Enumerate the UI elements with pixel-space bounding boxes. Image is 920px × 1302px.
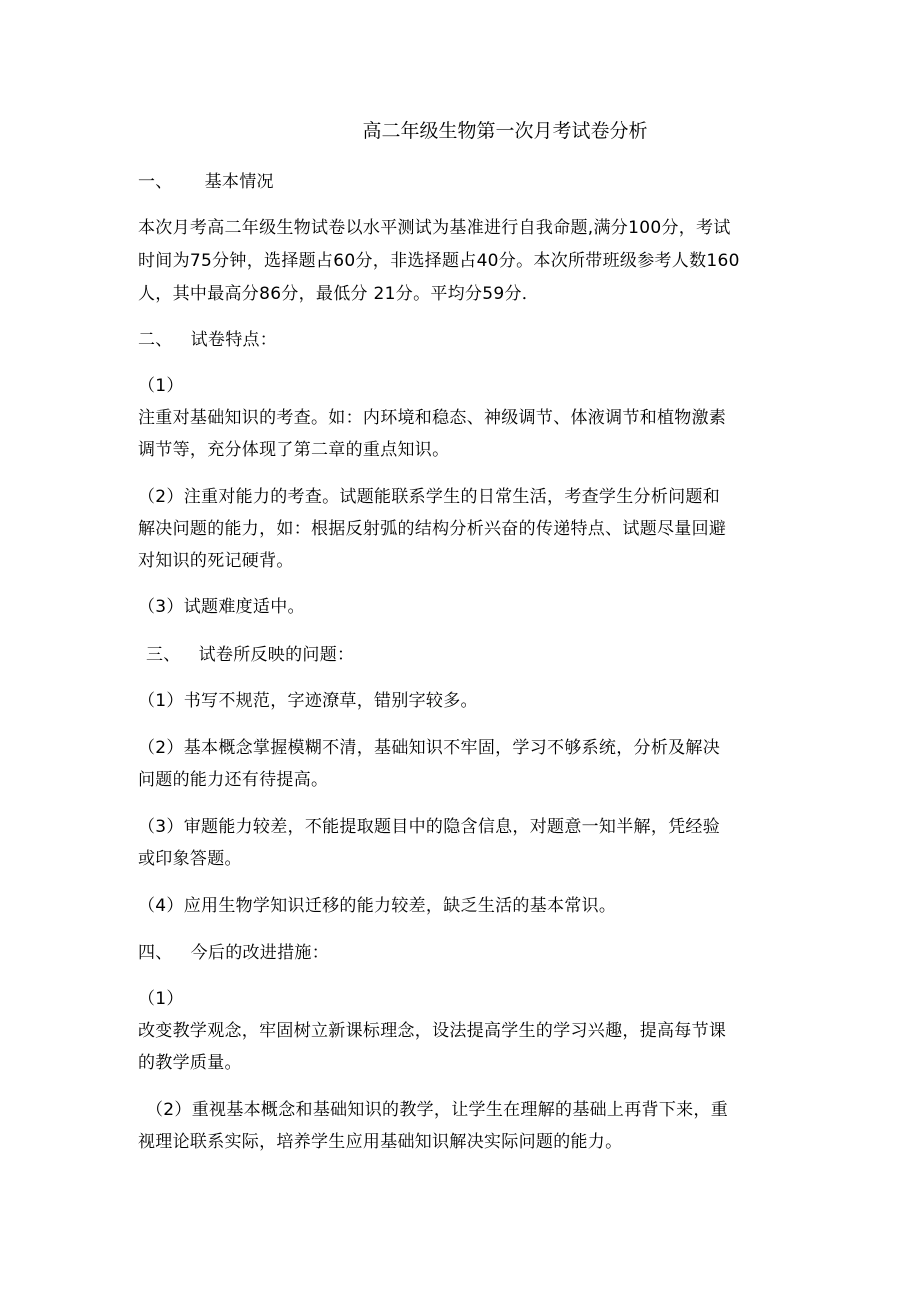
section-2-item-3-text: 试题难度适中。 [183,597,305,617]
section-4-item-1-number: （1） [138,989,184,1009]
section-4-item-2-line-2: 视理论联系实际，培养学生应用基础知识解决实际问题的能力。 [138,1132,623,1152]
section-3-item-3-text-1: 审题能力较差，不能提取题目中的隐含信息，对题意一知半解，凭经验 [183,817,721,837]
section-3-item-1-text: 书写不规范，字迹潦草，错别字较多。 [183,691,478,711]
section-2-item-2-line-3: 对知识的死记硬背。 [138,551,294,571]
section-2-item-1-number: （1） [138,376,184,396]
section-4-item-2-number: （2） [146,1100,192,1120]
section-1-line-2: 时间为75分钟，选择题占60分，非选择题占40分。本次所带班级参考人数160 [138,251,740,271]
section-2-item-2-line-2: 解决问题的能力，如：根据反射弧的结构分析兴奋的传递特点、试题尽量回避 [138,519,727,539]
section-3-item-2-line-2: 问题的能力还有待提高。 [138,770,329,790]
section-2-heading-line [138,328,277,352]
section-4-item-1-line-2: 的教学质量。 [138,1053,242,1073]
section-4-heading-line [138,941,329,965]
section-1-line-1: 本次月考高二年级生物试卷以水平测试为基准进行自我命题,满分100分，考试 [138,218,731,238]
section-1-line-3: 人，其中最高分86分，最低分 21分。平均分59分． [138,284,540,304]
section-2-item-3-line [138,595,305,619]
section-4-item-2-line-1 [146,1098,728,1122]
section-2-item-1-line-2: 调节等，充分体现了第二章的重点知识。 [138,440,450,460]
section-2-heading: 试卷特点： [190,330,278,350]
section-4-number: 四、 [138,943,173,963]
section-3-item-4-number: （4） [138,896,184,916]
section-3-item-1-line [138,689,478,713]
section-3-item-3-line-1 [138,815,720,839]
section-4-item-2-text-1: 重视基本概念和基础知识的教学，让学生在理解的基础上再背下来，重 [191,1100,729,1120]
section-2-number: 二、 [138,330,173,350]
section-3-item-2-text-1: 基本概念掌握模糊不清，基础知识不牢固，学习不够系统，分析及解决 [183,738,721,758]
section-3-item-1-number: （1） [138,691,184,711]
section-3-number: 三、 [146,645,181,665]
section-3-item-4-text: 应用生物学知识迁移的能力较差，缺乏生活的基本常识。 [183,896,617,916]
document-title: 高二年级生物第一次月考试卷分析 [362,120,648,142]
section-3-item-2-line-1 [138,736,720,760]
section-1-heading: 基本情况 [204,172,274,192]
section-1-heading-line [138,170,274,194]
section-1-number: 一、 [138,172,173,192]
section-2-item-2-line-1 [138,485,720,509]
section-3-item-4-line [138,894,616,918]
section-3-heading: 试卷所反映的问题： [198,645,355,665]
section-3-item-3-number: （3） [138,817,184,837]
section-3-item-3-line-2: 或印象答题。 [138,849,242,869]
section-2-item-1-line-1: 注重对基础知识的考查。如：内环境和稳态、神级调节、体液调节和植物激素 [138,408,727,428]
section-3-heading-line [146,643,354,667]
section-2-item-2-text-1: 注重对能力的考查。试题能联系学生的日常生活，考查学生分析问题和 [183,487,721,507]
section-2-item-3-number: （3） [138,597,184,617]
section-4-heading: 今后的改进措施： [190,943,330,963]
section-4-item-1-line-1: 改变教学观念，牢固树立新课标理念，设法提高学生的学习兴趣，提高每节课 [138,1021,727,1041]
section-2-item-2-number: （2） [138,487,184,507]
section-3-item-2-number: （2） [138,738,184,758]
